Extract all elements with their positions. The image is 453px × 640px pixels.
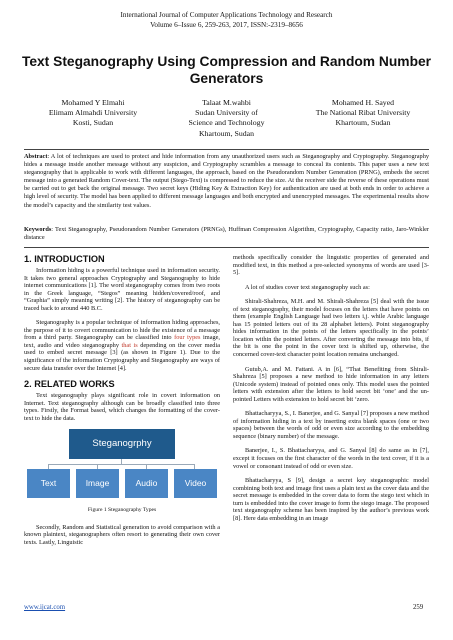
- journal-volume: Volume 6–Issue 6, 259-263, 2017, ISSN:-2319–8656: [150, 21, 303, 29]
- paragraph: Secondly, Random and Statistical generation to avoid comparison with a known plaintext, steganographers often resort to generating their own cover texts. Lastly, Linguistic: [24, 523, 220, 546]
- author-2: [168, 98, 285, 139]
- paragraph: [24, 319, 220, 372]
- text-run: Steganography is a popular technique of information hiding approaches, the purpose of it to covert communication to hide the existence of a message from a third party. Steganography can be classified into: [24, 319, 220, 342]
- abstract-top-rule: [24, 149, 429, 150]
- journal-name: International Journal of Computer Applications Technology and Research: [120, 11, 333, 19]
- abstract-label: Abstract: [24, 153, 48, 160]
- author-1: [38, 98, 148, 129]
- keywords-label: Keywords: [24, 226, 52, 233]
- author-3: [300, 98, 426, 129]
- author-location: Khartoum, Sudan: [198, 128, 254, 138]
- keywords: [24, 226, 429, 242]
- keywords-text: : Text Steganography, Pseudorandom Number Generators (PRNGs), Huffman Compression Algorithm, Cryptography, Capacity ratio, Jaro-Winkler distance: [24, 226, 429, 242]
- highlighted-text: that is: [121, 341, 138, 349]
- paragraph: Shirali-Shahreza, M.H. and M. Shirali-Shahreza [5] deal with the issue of text steganography, their model focuses on the letters that have points on them (example English Language had two letters i,j. while Arabic language has 15 pointed letters out of its 28 alphabet letters). Point steganography hides information in the points of the letters specifically in the points’ location within the pointed letters. After converting the message into bits, if the bit is one the point in the cover text is shifted up, otherwise, the concerned cover-text character point location remains unchanged.: [233, 298, 429, 359]
- paper-title: Text Steganography Using Compression and Random Number Generators: [21, 54, 432, 86]
- author-affiliation: Science and Technology: [188, 118, 265, 128]
- author-name: Talaat M.wahbi: [202, 98, 251, 107]
- journal-header: [0, 10, 453, 30]
- figure-caption: Figure 1 Steganography Types: [87, 507, 157, 514]
- right-column: [233, 254, 429, 529]
- paragraph: Banerjee, I., S. Bhattacharyya, and G. Sanyal [8] do same as in [7], except it focuses on the first character of the words in the text cover, if it is a vowel or consonant instead of odd or even size.: [233, 447, 429, 470]
- figure-node-audio: Audio: [125, 469, 168, 498]
- paragraph: Text steganography plays significant role in covert information on Internet. Text steganography although can be broadly classified into three types. Firstly, the Format based, which changes the formatting of the cover-text to hide the data.: [24, 392, 220, 422]
- paragraph: A lot of studies cover text steganography such as:: [245, 283, 370, 291]
- paragraph: Bhattacharyya, S., I. Banerjee, and G. Sanyal [7] proposes a new method of information hiding in a text by inserting extra blank spaces (one or two spaces) between the words of odd or even size according to the embedding sequence (binary number) of the message.: [233, 410, 429, 440]
- footer-website-link[interactable]: www.ijcat.com: [24, 604, 66, 611]
- figure-node-image: Image: [76, 469, 119, 498]
- paragraph: Bhattacharyya, S [9], design a secret key steganographic model combining both text and image first uses a plain text as the cover data and the secret message is embedded in the cover data to form the stego text which in turn is embedded into the cover image to form the stego image. The proposed text steganography scheme has been inspired by the author’s previous work [8]. Here data embedding in an image: [233, 477, 429, 522]
- author-name: Mohamed H. Sayed: [331, 98, 395, 107]
- section-heading-related-works: 2. RELATED WORKS: [24, 379, 115, 390]
- left-column: [24, 254, 220, 553]
- author-location: Kosti, Sudan: [72, 118, 114, 128]
- figure-root-node: Steganogrphy: [69, 429, 175, 459]
- author-affiliation: Sudan University of: [195, 108, 258, 118]
- figure-node-video: Video: [174, 469, 217, 498]
- author-location: Khartoum, Sudan: [335, 118, 391, 128]
- paragraph: methods specifically consider the linguistic properties of generated and modified text, in this method a pre-selected synonyms of words are used [3-5].: [233, 254, 429, 277]
- page-number: 259: [413, 604, 424, 611]
- figure-node-text: Text: [27, 469, 70, 498]
- highlighted-text: four types: [174, 334, 201, 342]
- author-affiliation: The National Ribat University: [315, 108, 411, 118]
- abstract: [24, 153, 429, 210]
- text-run: depending on the cover media used to embed secret message [3] (as shown in Figure 1). Due to the significance of the information Cryptography and Steganography are ways of secure data transfer over the Internet [4].: [24, 341, 220, 372]
- paragraph: Information hiding is a powerful technique used in information security. It takes two general approaches Cryptography and Steganography to hide internet communications [1]. The word steganography comes from two roots in the Greek language, “Stegos” meaning hidden/covered/roof, and “Graphia” simply meaning writing [2]. The history of steganography can be traced back to around 440 B.C.: [24, 267, 220, 312]
- author-affiliation: Elimam Almahdi University: [48, 108, 138, 118]
- connector-line: [48, 464, 195, 465]
- keywords-bottom-rule: [24, 247, 429, 248]
- author-name: Mohamed Y Elmahi: [61, 98, 125, 107]
- abstract-text: : A lot of techniques are used to protect and hide information from any unauthorized users such as Steganography and Cryptography. Steganography hides a message inside another message without any suspicion, and Cryptography scrambles a message to conceal its contents. This paper uses a new text steganography that is applicable to work with different languages, the approach, based on the Pseudorandom Number Generation (PRNG), embeds the secret message into a generated Random Cover-text. The output (Stego-Text) is compressed to reduce the size. At the receiver side the reverse of these operations must be carried out to get back the original message. Two secret keys (Hiding Key & Extraction Key) for authentication are used at both ends in order to achieve a high level of security. The model has been applied to different message languages and both encrypted and unencrypted messages. The experimental results show the model’s capacity and the similarity test values.: [24, 153, 429, 209]
- steganography-types-figure: [27, 429, 217, 503]
- paragraph: Gutub,A. and M. Fattani. A in [6], “That Benefiting from Shirali-Shahreza [5] proposes a new method to hide information in any letters (Unicode system) instead of pointed ones only. This model uses the pointed letters with extension after the letters to hold secret bit ‘one’ and the un-pointed Letters with extension to hold secret bit ‘zero.: [233, 365, 429, 403]
- text-run: image, text, audio and video steganography: [24, 334, 221, 349]
- section-heading-introduction: 1. INTRODUCTION: [24, 254, 105, 264]
